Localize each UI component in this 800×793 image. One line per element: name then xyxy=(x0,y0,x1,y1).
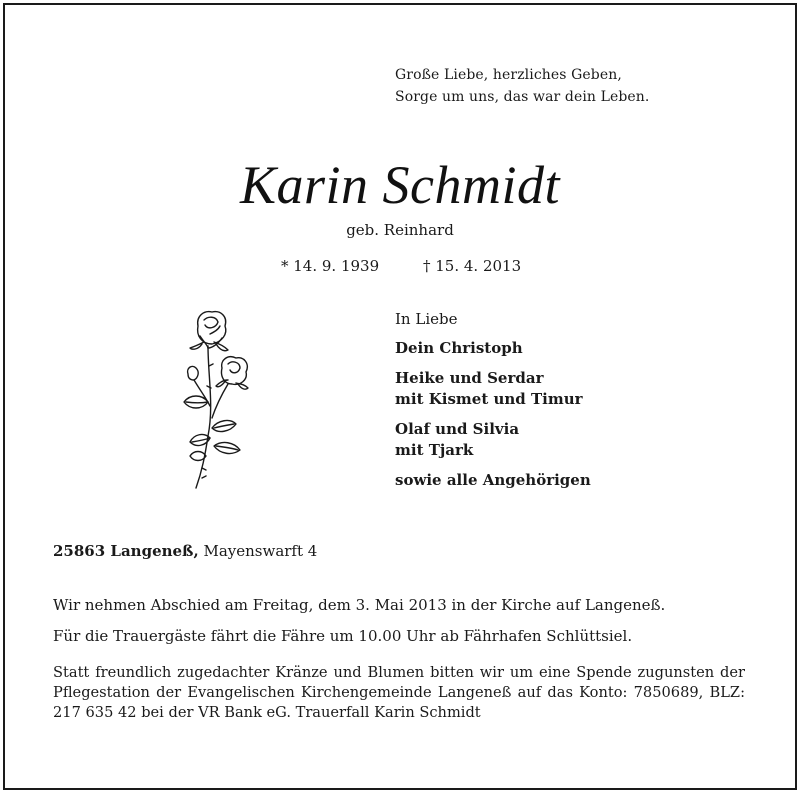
family-line: mit Tjark xyxy=(395,441,474,459)
family-group xyxy=(395,338,591,359)
family-group xyxy=(395,470,591,491)
family-line: Olaf und Silvia xyxy=(395,420,520,438)
address-city: 25863 Langeneß, xyxy=(53,542,199,560)
birth-name: geb. Reinhard xyxy=(346,221,454,239)
birth-date: * 14. 9. 1939 xyxy=(281,257,380,275)
family-line: Heike und Serdar xyxy=(395,369,544,387)
donation-paragraph: Statt freundlich zugedachter Kränze und Blumen bitten wir um eine Spende zugunsten der Pflegestation der Evangelischen Kirchengemeinde Langeneß auf das Konto: 7850689, BLZ: 217 635 42 bei der VR Bank eG. Trauerfall Karin Schmidt xyxy=(53,664,745,721)
family-line: sowie alle Angehörigen xyxy=(395,471,591,489)
family-signatures xyxy=(395,309,591,500)
rose-icon xyxy=(178,306,260,492)
farewell-paragraph: Wir nehmen Abschied am Freitag, dem 3. Mai 2013 in der Kirche auf Langeneß. xyxy=(53,596,666,614)
death-date: † 15. 4. 2013 xyxy=(423,257,522,275)
family-group xyxy=(395,368,591,410)
family-intro: In Liebe xyxy=(395,310,458,328)
family-line: Dein Christoph xyxy=(395,339,523,357)
motto-line-2: Sorge um uns, das war dein Leben. xyxy=(395,89,650,105)
family-line: mit Kismet und Timur xyxy=(395,390,583,408)
address xyxy=(53,540,317,562)
address-street: Mayenswarft 4 xyxy=(203,542,318,560)
motto-line-1: Große Liebe, herzliches Geben, xyxy=(395,67,622,83)
deceased-name: Karin Schmidt xyxy=(239,155,560,215)
motto-verse xyxy=(395,64,649,108)
ferry-paragraph: Für die Trauergäste fährt die Fähre um 10.00 Uhr ab Fährhafen Schlüttsiel. xyxy=(53,627,633,645)
family-group xyxy=(395,419,591,461)
